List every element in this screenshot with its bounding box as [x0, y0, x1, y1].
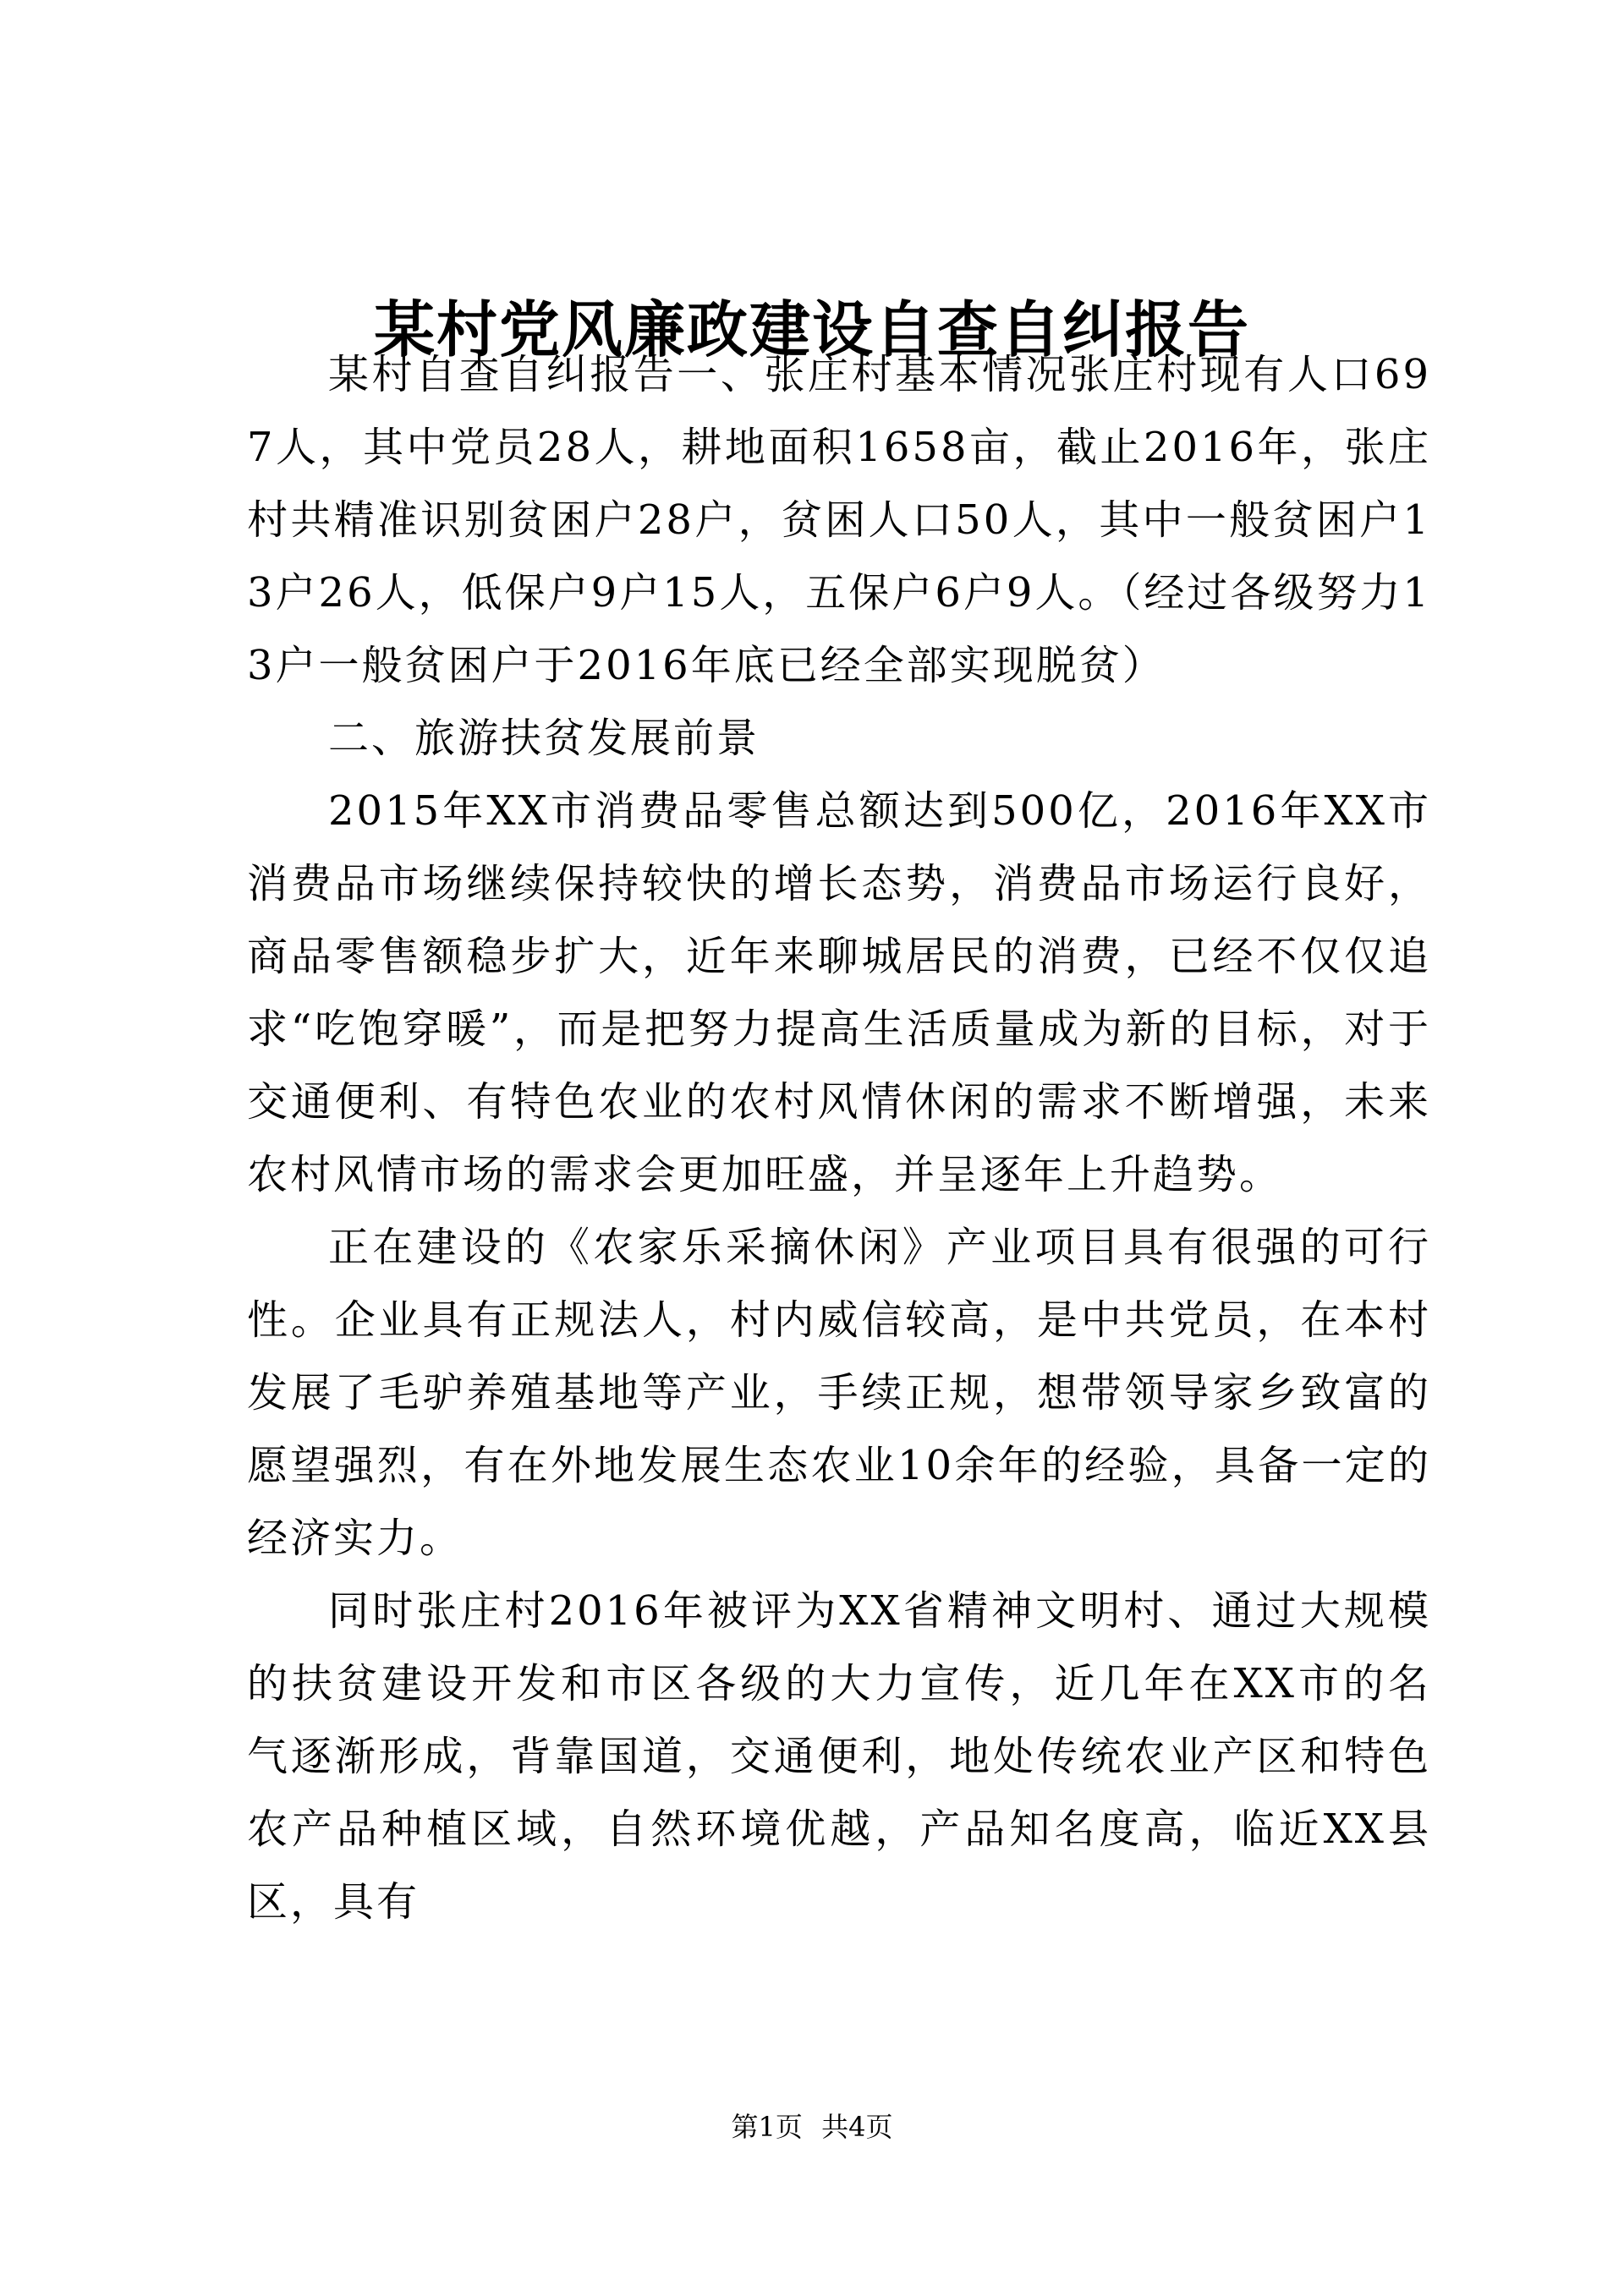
section-heading-tourism: 二、旅游扶贫发展前景 — [328, 715, 760, 762]
document-body — [247, 338, 1431, 1938]
document-title: 某村党风廉政建设自查自纠报告 — [373, 294, 1250, 365]
paragraph-consumer-market: 2015年XX市消费品零售总额达到500亿，2016年XX市消费品市场继续保持较快的增长态势，消费品市场运行良好，商品零售额稳步扩大，近年来聊城居民的消费，已经不仅仅追求“吃饱穿暖”，而是把努力提高生活质量成为新的目标，对于交通便利、有特色农业的农村风情休闲的需求不断增强，未来农村风情市场的需求会更加旺盛，并呈逐年上升趋势。 — [247, 787, 1431, 1198]
paragraph-village-advantages: 同时张庄村2016年被评为XX省精神文明村、通过大规模的扶贫建设开发和市区各级的大力宣传，近几年在XX市的名气逐渐形成，背靠国道，交通便利，地处传统农业产区和特色农产品种植区域，自然环境优越，产品知名度高，临近XX县区，具有 — [247, 1587, 1431, 1926]
page-total: 共4页 — [821, 2111, 893, 2143]
page-number: 第1页 — [731, 2111, 803, 2143]
paragraph-project-feasibility: 正在建设的《农家乐采摘休闲》产业项目具有很强的可行性。企业具有正规法人，村内威信较高，是中共党员，在本村发展了毛驴养殖基地等产业，手续正规，想带领导家乡致富的愿望强烈，有在外地发展生态农业10余年的经验，具备一定的经济实力。 — [247, 1224, 1431, 1562]
paragraph-basic-info: 某村自查自纠报告一、张庄村基本情况张庄村现有人口697人，其中党员28人，耕地面积1658亩，截止2016年，张庄村共精准识别贫困户28户，贫困人口50人，其中一般贫困户13户26人，低保户9户15人，五保户6户9人。（经过各级努力13户一般贫困户于2016年底已经全部实现脱贫） — [247, 351, 1431, 689]
page-footer — [0, 2110, 1624, 2144]
